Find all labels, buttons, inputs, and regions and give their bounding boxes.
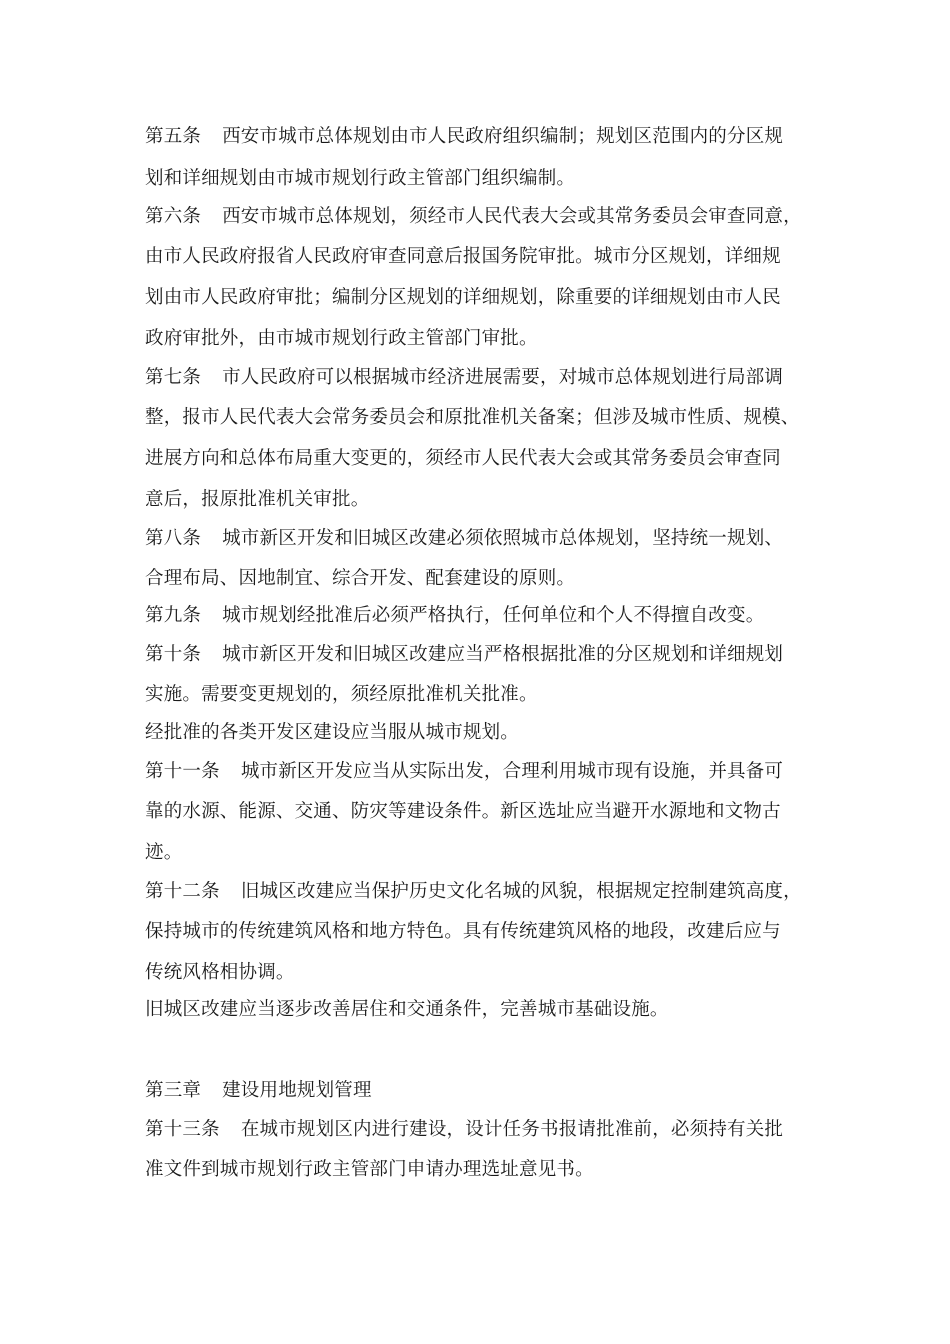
article-13-line-2: 准文件到城市规划行政主管部门申请办理选址意见书。 <box>145 1159 594 1180</box>
article-6-text-1: 西安市城市总体规划，须经市人民代表大会或其常务委员会审查同意， <box>222 206 802 227</box>
chapter-3-heading <box>145 1079 835 1103</box>
article-8-label: 第八条 <box>145 528 202 549</box>
article-13-text-1: 在城市规划区内进行建设，设计任务书报请批准前，必须持有关批 <box>240 1119 784 1140</box>
article-13-label: 第十三条 <box>145 1119 220 1140</box>
chapter-3-title: 建设用地规划管理 <box>222 1080 372 1101</box>
article-8-text-1: 城市新区开发和旧城区改建必须依照城市总体规划，坚持统一规划、 <box>222 528 784 549</box>
article-12-line-4: 旧城区改建应当逐步改善居住和交通条件，完善城市基础设施。 <box>145 999 669 1020</box>
article-11-text-1: 城市新区开发应当从实际出发，合理利用城市现有设施，并具备可 <box>240 761 784 782</box>
article-7-line-1 <box>145 366 835 390</box>
article-11-label: 第十一条 <box>145 761 220 782</box>
article-13-line-1 <box>145 1118 835 1142</box>
article-12-line-2: 保持城市的传统建筑风格和地方特色。具有传统建筑风格的地段，改建后应与 <box>145 921 781 942</box>
article-9-label: 第九条 <box>145 605 202 626</box>
article-11-line-1 <box>145 760 835 784</box>
article-5-line-2: 划和详细规划由市城市规划行政主管部门组织编制。 <box>145 168 576 189</box>
article-5-label: 第五条 <box>145 126 202 147</box>
article-12-line-1 <box>145 880 835 904</box>
article-9-text-1: 城市规划经批准后必须严格执行，任何单位和个人不得擅自改变。 <box>222 605 765 626</box>
article-12-label: 第十二条 <box>145 881 220 902</box>
article-10-line-3: 经批准的各类开发区建设应当服从城市规划。 <box>145 722 520 743</box>
article-6-label: 第六条 <box>145 206 202 227</box>
article-10-label: 第十条 <box>145 644 202 665</box>
article-12-line-3: 传统风格相协调。 <box>145 962 295 983</box>
article-10-text-1: 城市新区开发和旧城区改建应当严格根据批准的分区规划和详细规划 <box>222 644 784 665</box>
article-8-line-2: 合理布局、因地制宜、综合开发、配套建设的原则。 <box>145 568 576 589</box>
article-12-text-1: 旧城区改建应当保护历史文化名城的风貌，根据规定控制建筑高度， <box>240 881 802 902</box>
article-5-line-1 <box>145 125 835 149</box>
chapter-3-label: 第三章 <box>145 1080 202 1101</box>
article-6-line-3: 划由市人民政府审批；编制分区规划的详细规划，除重要的详细规划由市人民 <box>145 287 781 308</box>
article-9-line-1 <box>145 604 835 628</box>
article-7-line-3: 进展方向和总体布局重大变更的，须经市人民代表大会或其常务委员会审查同 <box>145 448 781 469</box>
article-6-line-2: 由市人民政府报省人民政府审查同意后报国务院审批。城市分区规划，详细规 <box>145 246 781 267</box>
article-7-text-1: 市人民政府可以根据城市经济进展需要，对城市总体规划进行局部调 <box>222 367 784 388</box>
article-7-label: 第七条 <box>145 367 202 388</box>
article-8-line-1 <box>145 527 835 551</box>
article-7-line-4: 意后，报原批准机关审批。 <box>145 489 370 510</box>
article-10-line-2: 实施。需要变更规划的，须经原批准机关批准。 <box>145 684 538 705</box>
article-6-line-1 <box>145 205 835 229</box>
article-11-line-3: 迹。 <box>145 842 183 863</box>
article-10-line-1 <box>145 643 835 667</box>
article-11-line-2: 靠的水源、能源、交通、防灾等建设条件。新区选址应当避开水源地和文物古 <box>145 801 781 822</box>
article-6-line-4: 政府审批外，由市城市规划行政主管部门审批。 <box>145 328 538 349</box>
article-5-text-1: 西安市城市总体规划由市人民政府组织编制；规划区范围内的分区规 <box>222 126 784 147</box>
article-7-line-2: 整，报市人民代表大会常务委员会和原批准机关备案；但涉及城市性质、规模、 <box>145 407 800 428</box>
